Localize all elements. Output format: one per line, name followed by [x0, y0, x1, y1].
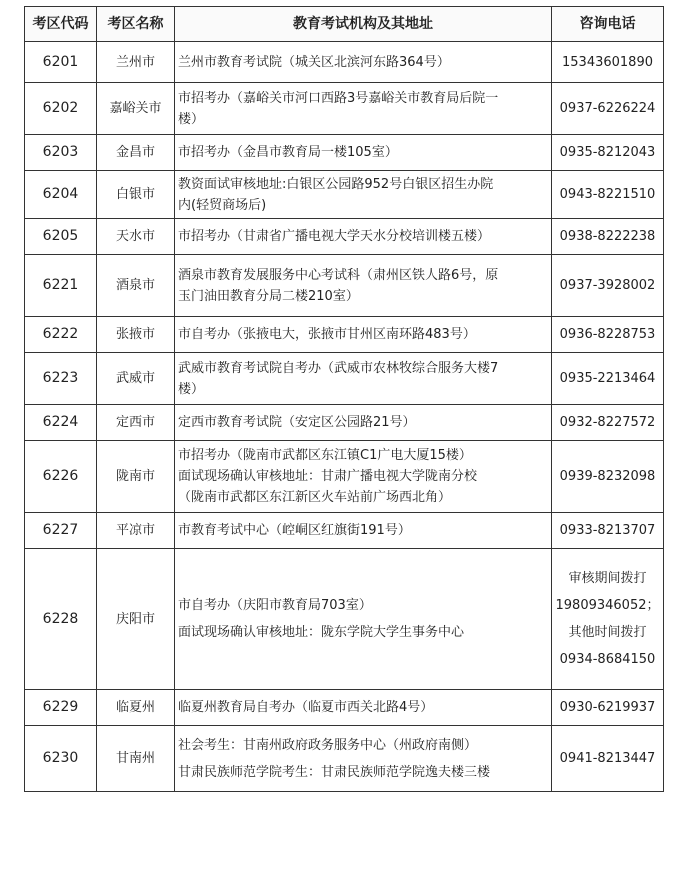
phone-line: 0935-2213464 — [559, 371, 656, 386]
address-line: 武威市教育考试院自考办（武威市农林牧综合服务大楼7 — [178, 360, 499, 376]
cell-code: 6223 — [25, 353, 97, 405]
phone-line: 0933-8213707 — [559, 523, 656, 538]
cell-address — [175, 255, 552, 317]
cell-code: 6226 — [25, 441, 97, 513]
cell-address — [175, 441, 552, 513]
phone-line: 审核期间拨打 — [568, 571, 647, 586]
cell-name: 平凉市 — [97, 513, 175, 549]
cell-code: 6230 — [25, 726, 97, 792]
phone-line: 0930-6219937 — [559, 700, 656, 715]
cell-code: 6227 — [25, 513, 97, 549]
address-line: 临夏州教育局自考办（临夏市西关北路4号） — [178, 700, 434, 715]
cell-name: 张掖市 — [97, 317, 175, 353]
phone-line: 0932-8227572 — [559, 415, 656, 430]
phone-line: 0935-8212043 — [559, 145, 656, 160]
cell-name: 兰州市 — [97, 42, 175, 83]
cell-phone — [552, 441, 664, 513]
table-row — [25, 441, 664, 513]
cell-address — [175, 353, 552, 405]
cell-address — [175, 171, 552, 219]
address-line: 内(轻贸商场后) — [178, 197, 267, 213]
cell-code: 6205 — [25, 219, 97, 255]
table-header — [25, 7, 664, 42]
header-name: 考区名称 — [97, 7, 175, 42]
cell-address — [175, 726, 552, 792]
cell-name: 酒泉市 — [97, 255, 175, 317]
address-line: 市招考办（甘肃省广播电视大学天水分校培训楼五楼） — [178, 229, 491, 244]
address-line: 甘肃民族师范学院考生：甘肃民族师范学院逸夫楼三楼 — [178, 764, 491, 780]
phone-line: 0938-8222238 — [559, 229, 656, 244]
cell-code: 6221 — [25, 255, 97, 317]
cell-phone — [552, 690, 664, 726]
phone-line: 0934-8684150 — [559, 652, 656, 667]
table-row — [25, 405, 664, 441]
table-row — [25, 690, 664, 726]
cell-phone — [552, 317, 664, 353]
cell-name: 临夏州 — [97, 690, 175, 726]
cell-phone — [552, 513, 664, 549]
cell-address — [175, 513, 552, 549]
phone-line: 其他时间拨打 — [568, 625, 647, 640]
header-address: 教育考试机构及其地址 — [175, 7, 552, 42]
address-line: 兰州市教育考试院（城关区北滨河东路364号） — [178, 54, 450, 70]
cell-name: 陇南市 — [97, 441, 175, 513]
cell-address — [175, 317, 552, 353]
header-phone: 咨询电话 — [552, 7, 664, 42]
address-line: 面试现场确认审核地址：陇东学院大学生事务中心 — [178, 625, 465, 640]
phone-line: 0943-8221510 — [559, 187, 656, 202]
table-row — [25, 513, 664, 549]
cell-address — [175, 690, 552, 726]
cell-phone — [552, 171, 664, 219]
cell-address — [175, 219, 552, 255]
phone-line: 0937-6226224 — [559, 101, 656, 116]
address-line: 酒泉市教育发展服务中心考试科（肃州区铁人路6号，原 — [178, 267, 499, 283]
cell-name: 天水市 — [97, 219, 175, 255]
address-line: 市招考办（陇南市武都区东江镇C1广电大厦15楼） — [178, 448, 472, 463]
address-line: 教资面试审核地址:白银区公园路952号白银区招生办院 — [178, 176, 494, 192]
cell-code: 6229 — [25, 690, 97, 726]
cell-name: 庆阳市 — [97, 549, 175, 690]
cell-address — [175, 405, 552, 441]
cell-phone — [552, 83, 664, 135]
phone-line: 0937-3928002 — [559, 278, 656, 293]
address-line: 市自考办（庆阳市教育局703室） — [178, 598, 372, 613]
cell-name: 武威市 — [97, 353, 175, 405]
table-row — [25, 549, 664, 690]
address-line: 楼） — [178, 111, 205, 127]
address-line: 社会考生：甘南州政府政务服务中心（州政府南侧） — [178, 737, 478, 753]
cell-phone — [552, 255, 664, 317]
address-line: （陇南市武都区东江新区火车站前广场西北角） — [178, 490, 452, 505]
cell-address — [175, 83, 552, 135]
table-row — [25, 317, 664, 353]
cell-name: 定西市 — [97, 405, 175, 441]
table-body — [25, 42, 664, 792]
cell-phone — [552, 405, 664, 441]
address-line: 玉门油田教育分局二楼210室） — [178, 288, 359, 304]
cell-code: 6228 — [25, 549, 97, 690]
cell-name: 甘南州 — [97, 726, 175, 792]
phone-line: 0936-8228753 — [559, 327, 656, 342]
table-row — [25, 353, 664, 405]
table-row — [25, 83, 664, 135]
cell-phone — [552, 42, 664, 83]
phone-line: 15343601890 — [562, 54, 653, 70]
table-row — [25, 219, 664, 255]
address-line: 市教育考试中心（崆峒区红旗街191号） — [178, 523, 411, 538]
cell-phone — [552, 726, 664, 792]
header-row — [25, 7, 664, 42]
cell-name: 金昌市 — [97, 135, 175, 171]
cell-address — [175, 549, 552, 690]
cell-phone — [552, 135, 664, 171]
address-line: 楼） — [178, 381, 205, 397]
cell-code: 6204 — [25, 171, 97, 219]
address-line: 市招考办（金昌市教育局一楼105室） — [178, 145, 398, 160]
cell-code: 6201 — [25, 42, 97, 83]
cell-phone — [552, 219, 664, 255]
phone-line: 19809346052； — [555, 598, 660, 613]
cell-code: 6224 — [25, 405, 97, 441]
address-line: 面试现场确认审核地址：甘肃广播电视大学陇南分校 — [178, 469, 478, 484]
cell-name: 嘉峪关市 — [97, 83, 175, 135]
table-row — [25, 171, 664, 219]
cell-code: 6202 — [25, 83, 97, 135]
table-row — [25, 726, 664, 792]
phone-line: 0941-8213447 — [559, 751, 656, 766]
table-row — [25, 42, 664, 83]
table-row — [25, 135, 664, 171]
cell-name: 白银市 — [97, 171, 175, 219]
cell-code: 6203 — [25, 135, 97, 171]
cell-phone — [552, 353, 664, 405]
header-code: 考区代码 — [25, 7, 97, 42]
exam-office-table — [24, 6, 664, 792]
address-line: 市招考办（嘉峪关市河口西路3号嘉峪关市教育局后院一 — [178, 90, 499, 106]
cell-address — [175, 42, 552, 83]
cell-code: 6222 — [25, 317, 97, 353]
phone-line: 0939-8232098 — [559, 469, 656, 484]
address-line: 定西市教育考试院（安定区公园路21号） — [178, 415, 416, 430]
cell-address — [175, 135, 552, 171]
table-row — [25, 255, 664, 317]
cell-phone — [552, 549, 664, 690]
address-line: 市自考办（张掖电大，张掖市甘州区南环路483号） — [178, 327, 476, 342]
